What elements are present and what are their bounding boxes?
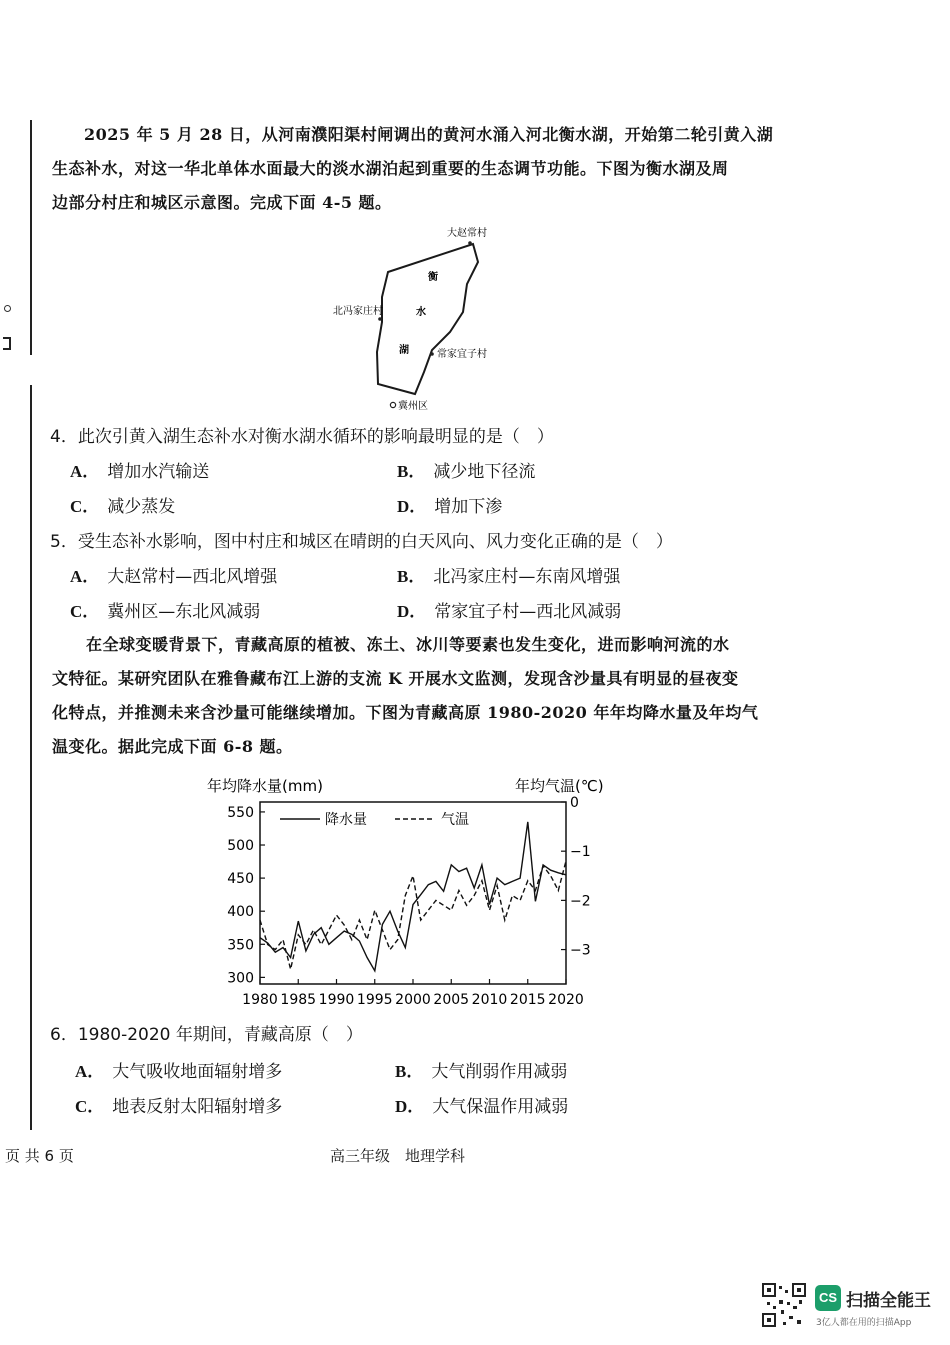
label-changjia: 常家宜子村 — [437, 349, 487, 360]
lake-label-char: 衡 — [428, 272, 438, 283]
y2-tick-label: −2 — [570, 893, 591, 910]
question-4-stem: 4．此次引黄入湖生态补水对衡水湖水循环的影响最明显的是（ ） — [50, 427, 554, 447]
lake-label-char: 水 — [416, 307, 426, 318]
y-tick-label: 300 — [227, 970, 254, 987]
x-tick-label: 2015 — [509, 992, 546, 1008]
option-letter: D． — [397, 497, 427, 516]
q6-option-c[interactable] — [75, 1092, 282, 1117]
option-text: 北冯家庄村—东南风增强 — [433, 567, 621, 587]
binding-hole-icon — [4, 305, 11, 312]
question-6-stem: 6．1980-2020 年期间，青藏高原（ ） — [50, 1025, 363, 1045]
district-circle-icon — [390, 402, 395, 407]
q4-option-c[interactable] — [70, 492, 175, 517]
q4-option-a[interactable] — [70, 457, 209, 482]
q4-option-d[interactable] — [397, 492, 502, 517]
option-letter: B． — [397, 567, 426, 586]
village-dot-icon — [468, 241, 472, 245]
label-jizhou: 冀州区 — [398, 401, 428, 412]
margin-line-bottom — [30, 385, 32, 1130]
x-tick-label: 1980 — [242, 992, 278, 1008]
option-text: 减少地下径流 — [433, 462, 536, 482]
legend-temp-label: 气温 — [441, 812, 469, 828]
climate-chart — [195, 770, 625, 1015]
plot-frame — [260, 802, 566, 984]
qr-code-icon — [762, 1283, 806, 1327]
right-axis-title: 年均气温(℃) — [515, 777, 604, 795]
option-letter: D． — [395, 1097, 425, 1116]
y-tick-label: 450 — [227, 871, 254, 888]
q5-option-b[interactable] — [397, 562, 620, 587]
intro1-line: 生态补水，对这一华北单体水面最大的淡水湖泊起到重要的生态调节功能。下图为衡水湖及周 — [52, 159, 729, 178]
margin-mark-icon — [3, 337, 11, 350]
y2-tick-label: −3 — [570, 942, 591, 959]
label-dazhaochang: 大赵常村 — [447, 228, 487, 239]
intro1-line: 2025 年 5 月 28 日，从河南濮阳渠村闸调出的黄河水涌入河北衡水湖，开始第二轮引黄入湖 — [84, 125, 774, 144]
q6-option-b[interactable] — [395, 1057, 567, 1082]
lake-outline — [377, 244, 478, 394]
option-text: 常家宜子村—西北风减弱 — [434, 602, 622, 622]
q4-option-b[interactable] — [397, 457, 535, 482]
q5-option-c[interactable] — [70, 597, 260, 622]
y2-tick-label: −1 — [570, 844, 591, 861]
option-text: 大赵常村—西北风增强 — [107, 567, 278, 587]
intro2-line: 文特征。某研究团队在雅鲁藏布江上游的支流 K 开展水文监测，发现含沙量具有明显的昼夜变 — [52, 669, 739, 688]
grade-subject: 高三年级 地理学科 — [330, 1147, 466, 1165]
scanner-tagline: 3亿人都在用的扫描App — [816, 1318, 912, 1328]
x-tick-label: 1990 — [318, 992, 355, 1008]
intro2-line: 化特点，并推测未来含沙量可能继续增加。下图为青藏高原 1980-2020 年年均降水量及年均气 — [52, 703, 759, 722]
option-letter: C． — [70, 497, 100, 516]
option-text: 冀州区—东北风减弱 — [107, 602, 261, 622]
cs-logo-icon: CS — [815, 1285, 841, 1311]
legend-precip-label: 降水量 — [325, 812, 367, 828]
x-tick-label: 2010 — [471, 992, 508, 1008]
option-text: 增加下渗 — [434, 497, 503, 517]
intro1-line: 边部分村庄和城区示意图。完成下面 4-5 题。 — [52, 193, 392, 212]
option-letter: A． — [75, 1062, 105, 1081]
option-text: 大气吸收地面辐射增多 — [112, 1062, 283, 1082]
village-dot-icon — [430, 352, 434, 356]
intro2-line: 在全球变暖背景下，青藏高原的植被、冻土、冰川等要素也发生变化，进而影响河流的水 — [86, 635, 730, 654]
option-letter: C． — [75, 1097, 105, 1116]
question-5-stem: 5．受生态补水影响，图中村庄和城区在晴朗的白天风向、风力变化正确的是（ ） — [50, 532, 673, 552]
option-letter: A． — [70, 567, 100, 586]
intro-paragraph-2 — [52, 628, 782, 764]
option-text: 大气保温作用减弱 — [432, 1097, 569, 1117]
option-letter: A． — [70, 462, 100, 481]
option-letter: C． — [70, 602, 100, 621]
x-tick-label: 1985 — [280, 992, 317, 1008]
option-text: 大气削弱作用减弱 — [431, 1062, 568, 1082]
label-beifeng: 北冯家庄村 — [333, 306, 383, 317]
option-text: 减少蒸发 — [107, 497, 176, 517]
page-count: 页 共 6 页 — [5, 1147, 74, 1165]
option-letter: B． — [395, 1062, 424, 1081]
option-letter: D． — [397, 602, 427, 621]
margin-line-top — [30, 120, 32, 355]
x-tick-label: 2000 — [395, 992, 431, 1008]
q5-option-a[interactable] — [70, 562, 277, 587]
left-axis-title: 年均降水量(mm) — [207, 777, 323, 795]
lake-label-char: 湖 — [399, 345, 409, 356]
q5-option-d[interactable] — [397, 597, 621, 622]
precip-series-line — [260, 822, 566, 971]
option-text: 地表反射太阳辐射增多 — [112, 1097, 283, 1117]
y-tick-label: 350 — [227, 937, 254, 954]
intro2-line: 温变化。据此完成下面 6-8 题。 — [52, 737, 293, 756]
q6-option-d[interactable] — [395, 1092, 568, 1117]
q6-option-a[interactable] — [75, 1057, 282, 1082]
intro-paragraph-1 — [52, 118, 782, 220]
scanner-brand: 扫描全能王 — [846, 1291, 931, 1311]
y-tick-label: 400 — [227, 904, 254, 921]
village-dot-icon — [378, 317, 382, 321]
y-tick-label: 550 — [227, 804, 254, 821]
option-letter: B． — [397, 462, 426, 481]
x-tick-label: 2020 — [548, 992, 584, 1008]
hengshui-lake-map — [320, 222, 520, 417]
x-tick-label: 2005 — [433, 992, 470, 1008]
y2-tick-label: 0 — [570, 795, 579, 811]
option-text: 增加水汽输送 — [107, 462, 210, 482]
x-tick-label: 1995 — [356, 992, 393, 1008]
y-tick-label: 500 — [227, 838, 254, 855]
